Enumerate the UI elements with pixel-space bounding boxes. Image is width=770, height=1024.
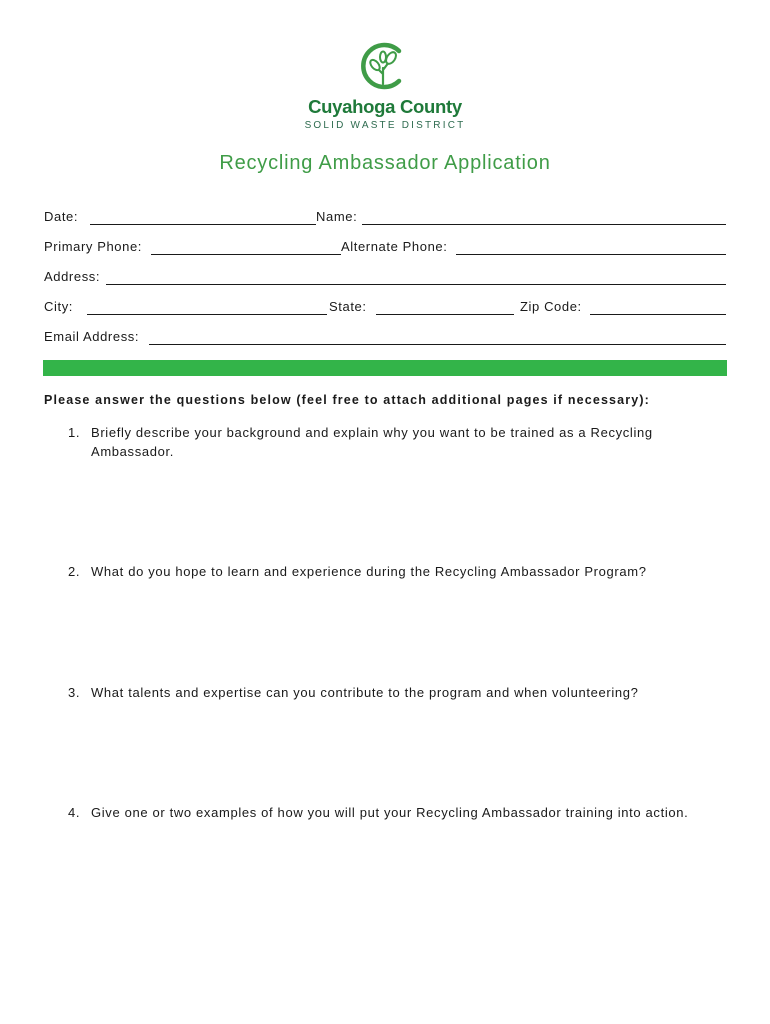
state-field[interactable]: [376, 314, 514, 315]
question-text: What talents and expertise can you contribute to the program and when volunteering?: [91, 685, 639, 700]
question-number: 1.: [68, 425, 81, 440]
email-row: [44, 329, 726, 349]
email-field[interactable]: [149, 344, 726, 345]
section-divider: [43, 360, 727, 376]
phone-row: [44, 239, 726, 259]
logo-subtitle: SOLID WASTE DISTRICT: [304, 120, 466, 131]
date-name-row: [44, 209, 726, 229]
date-field[interactable]: [90, 224, 316, 225]
question-text: What do you hope to learn and experience during the Recycling Ambassador Program?: [91, 564, 647, 579]
address-row: [44, 269, 726, 289]
city-label: City:: [44, 299, 73, 314]
leaf-sprout-icon: [356, 38, 412, 94]
district-logo: [300, 38, 470, 138]
alternate-phone-field[interactable]: [456, 254, 726, 255]
email-label: Email Address:: [44, 329, 140, 344]
address-field[interactable]: [106, 284, 726, 285]
city-state-zip-row: [44, 299, 726, 319]
primary-phone-field[interactable]: [151, 254, 341, 255]
question-number: 3.: [68, 685, 81, 700]
question-number: 2.: [68, 564, 81, 579]
primary-phone-label: Primary Phone:: [44, 239, 142, 254]
address-label: Address:: [44, 269, 101, 284]
zip-label: Zip Code:: [520, 299, 582, 314]
name-field[interactable]: [362, 224, 726, 225]
city-field[interactable]: [87, 314, 327, 315]
question-text: Give one or two examples of how you will put your Recycling Ambassador training into action.: [91, 805, 689, 820]
zip-field[interactable]: [590, 314, 726, 315]
instructions: Please answer the questions below (feel free to attach additional pages if necessary):: [44, 393, 650, 407]
logo-name: Cuyahoga County: [308, 96, 462, 117]
date-label: Date:: [44, 209, 79, 224]
state-label: State:: [329, 299, 367, 314]
page-title: Recycling Ambassador Application: [219, 152, 551, 174]
question-number: 4.: [68, 805, 81, 820]
alternate-phone-label: Alternate Phone:: [341, 239, 448, 254]
name-label: Name:: [316, 209, 358, 224]
question-text: Briefly describe your background and explain why you want to be trained as a Recycling Ambassador.: [91, 425, 653, 459]
